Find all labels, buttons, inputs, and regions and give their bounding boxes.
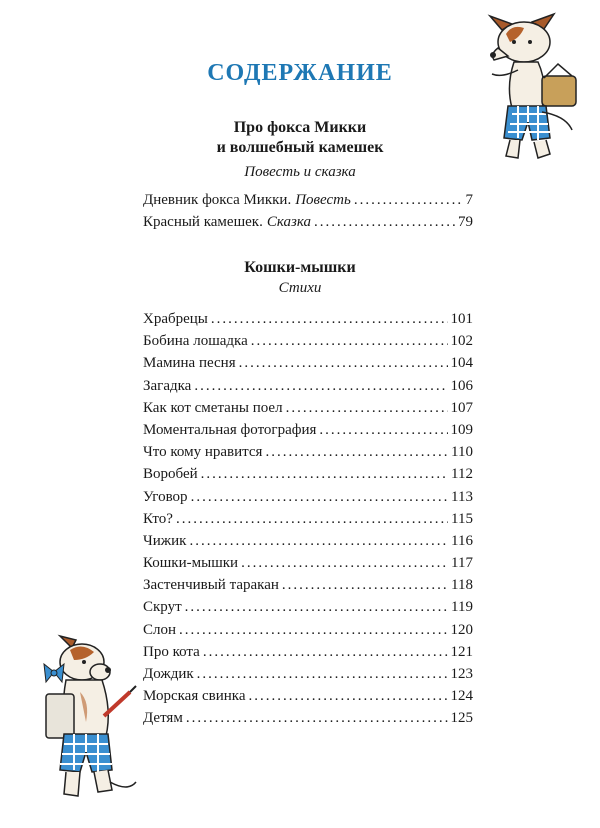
toc-entry-page: 104 [450,355,473,372]
dot-leader [239,352,448,374]
toc-entry-page: 113 [451,488,473,505]
dot-leader [314,211,455,233]
toc-entry[interactable] [143,552,473,574]
toc-entry[interactable] [143,707,473,729]
toc-entry-title: Слон [143,621,177,638]
toc-entry[interactable] [143,189,473,211]
toc-entry-genre: Сказка [266,214,311,231]
dot-leader [201,463,448,485]
section-title-line: и волшебный камешек [216,139,384,156]
dot-leader [286,397,448,419]
toc-entry[interactable] [143,508,473,530]
toc-entry[interactable] [143,330,473,352]
dot-leader [194,375,447,397]
toc-entry-page: 106 [450,377,473,394]
toc-entry-page: 120 [450,621,473,638]
toc-entry[interactable] [143,211,473,233]
toc-entry-page: 125 [450,710,473,727]
section-title-koshki: Кошки-мышки [244,259,356,276]
dot-leader [265,441,448,463]
dot-leader [179,619,447,641]
toc-entry-genre: Повесть [295,192,351,208]
dot-leader [354,189,463,211]
toc-entry-page: 110 [451,444,473,461]
toc-entry[interactable] [143,596,473,618]
toc-entry[interactable] [143,641,473,663]
toc-entry-page: 117 [451,555,473,572]
toc-entry[interactable] [143,530,473,552]
toc-entry-title: Застенчивый таракан [143,577,279,594]
dot-leader [191,486,448,508]
page-title: СОДЕРЖАНИЕ [207,60,393,86]
toc-list-section-1 [143,189,473,233]
toc-entry[interactable] [143,574,473,596]
dot-leader [197,663,448,685]
toc-entry-title: Дождик [143,666,194,682]
toc-entry-page: 121 [450,643,473,660]
toc-entry[interactable] [143,352,473,374]
fox-terrier-with-bag-illustration [462,8,592,168]
toc-entry-title: Дневник фокса Микки. [143,192,292,208]
toc-entry[interactable] [143,486,473,508]
toc-entry-page: 112 [451,466,473,483]
toc-entry-title: Храбрецы [143,311,208,327]
toc-entry-title: Красный камешек. [143,214,263,231]
toc-entry-page: 124 [450,688,473,705]
dot-leader [319,419,447,441]
dot-leader [251,330,448,352]
section-subtitle: Стихи [278,280,322,296]
toc-entry-title: Моментальная фотография [143,421,317,438]
toc-entry-page: 118 [451,577,473,594]
section-title-line: Про фокса Микки [233,119,367,136]
toc-entry-page: 109 [450,421,473,438]
toc-entry-page: 79 [458,214,473,231]
toc-entry-title: Бобина лошадка [143,333,248,350]
dot-leader [203,641,448,663]
section-subtitle: Повесть и сказка [244,164,356,180]
toc-entry-title: Загадка [143,377,192,394]
dot-leader [249,685,448,707]
dot-leader [282,574,448,596]
toc-entry[interactable] [143,463,473,485]
toc-entry[interactable] [143,419,473,441]
dot-leader [211,308,448,330]
toc-entry-page: 119 [451,599,473,616]
toc-entry-page: 116 [451,532,473,549]
dot-leader [185,596,448,618]
dot-leader [189,530,448,552]
toc-entry-title: Как кот сметаны поел [143,399,283,416]
toc-entry[interactable] [143,685,473,707]
toc-entry-title: Кошки-мышки [143,555,239,572]
toc-entry[interactable] [143,441,473,463]
toc-entry[interactable] [143,397,473,419]
toc-entry-page: 115 [451,510,473,527]
toc-entry-title: Что кому нравится [143,444,263,461]
dot-leader [241,552,448,574]
toc-entry-page: 123 [450,666,473,682]
toc-entry-title: Про кота [143,643,200,660]
fox-terrier-with-pencil-illustration [40,632,150,812]
toc-entry-title: Чижик [143,532,187,549]
toc-entry[interactable] [143,663,473,685]
dot-leader [176,508,448,530]
toc-entry-page: 102 [450,333,473,350]
toc-entry-title: Мамина песня [143,355,236,372]
toc-entry-page: 107 [450,399,473,416]
toc-entry-page: 7 [465,192,473,208]
toc-entry-title: Скрут [143,599,182,616]
toc-entry[interactable] [143,308,473,330]
toc-entry-title: Морская свинка [143,688,246,705]
toc-entry-title: Детям [143,710,183,727]
dot-leader [186,707,448,729]
toc-entry[interactable] [143,619,473,641]
toc-entry-title: Воробей [143,466,198,483]
toc-entry-title: Кто? [143,510,173,527]
toc-list-section-2 [143,308,473,730]
toc-entry-page: 101 [450,311,473,327]
toc-entry-title: Уговор [143,488,188,505]
toc-entry[interactable] [143,375,473,397]
